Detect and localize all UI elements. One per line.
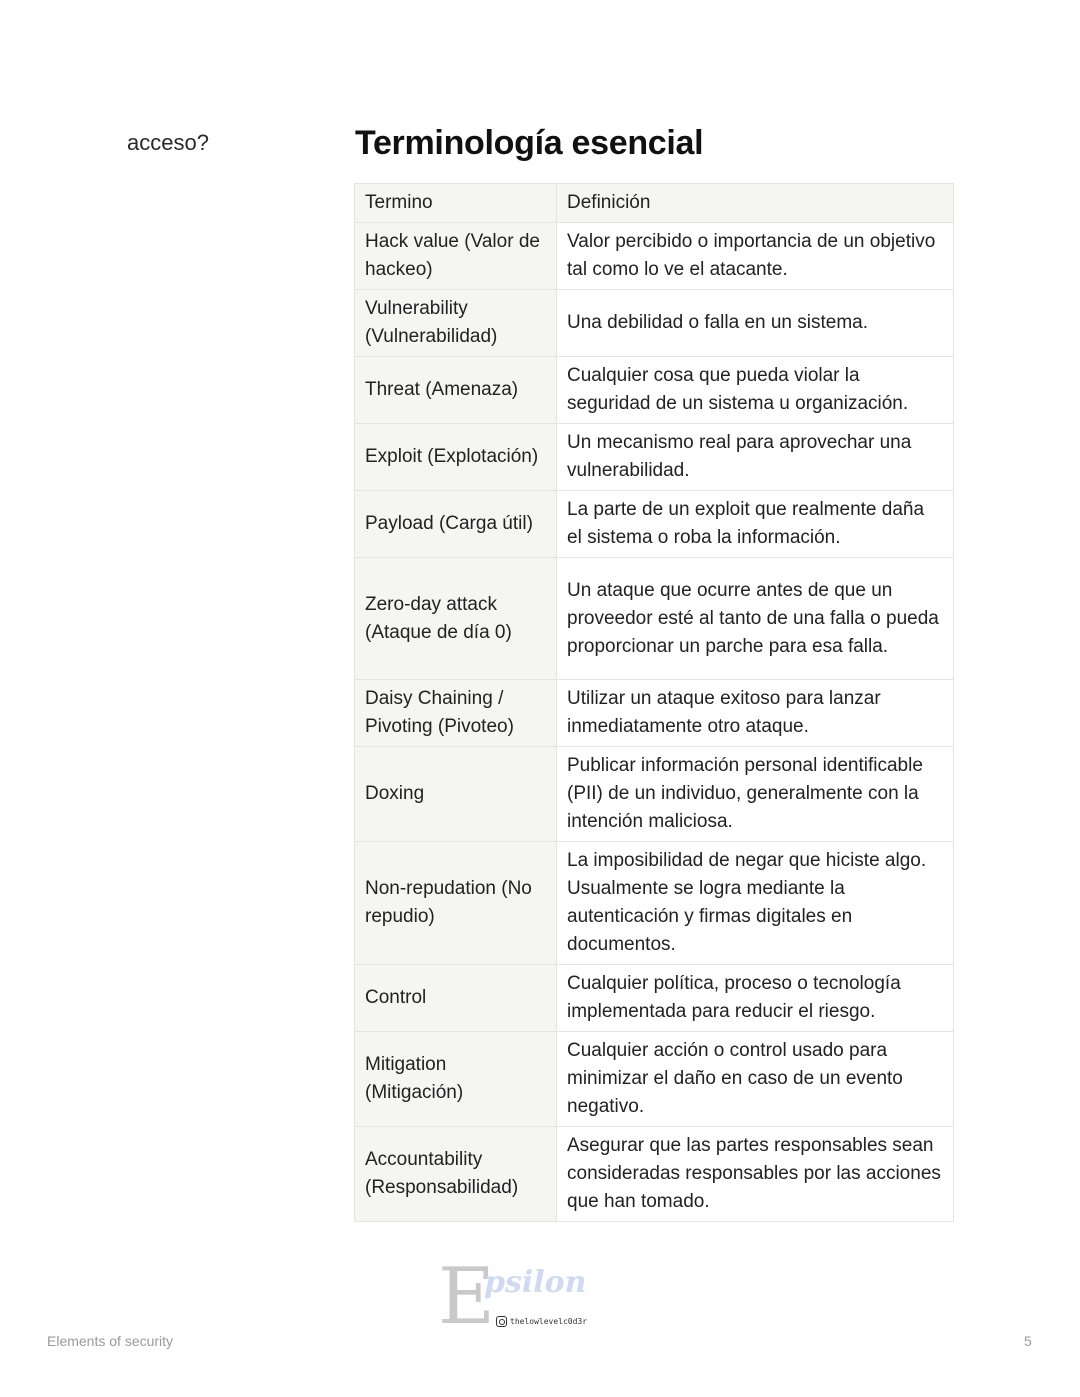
definition-cell: Cualquier cosa que pueda violar la seguridad de un sistema u organización.: [557, 357, 954, 424]
definition-cell: Un ataque que ocurre antes de que un proveedor esté al tanto de una falla o pueda proporcionar un parche para esa falla.: [557, 558, 954, 680]
term-cell: Doxing: [355, 747, 557, 842]
footer-document-title: Elements of security: [47, 1333, 174, 1349]
term-cell: Payload (Carga útil): [355, 491, 557, 558]
table-row: [355, 842, 954, 965]
instagram-icon: [496, 1316, 507, 1327]
term-cell: Control: [355, 965, 557, 1032]
table-row: [355, 558, 954, 680]
table-row: [355, 965, 954, 1032]
table-row: [355, 357, 954, 424]
definition-cell: Utilizar un ataque exitoso para lanzar inmediatamente otro ataque.: [557, 680, 954, 747]
logo-handle: thelowlevelc0d3r: [510, 1317, 588, 1326]
term-cell: Exploit (Explotación): [355, 424, 557, 491]
table-row: [355, 1127, 954, 1222]
definition-cell: Un mecanismo real para aprovechar una vulnerabilidad.: [557, 424, 954, 491]
definition-cell: La imposibilidad de negar que hiciste algo. Usualmente se logra mediante la autenticación y firmas digitales en documentos.: [557, 842, 954, 965]
definition-cell: Una debilidad o falla en un sistema.: [557, 290, 954, 357]
term-cell: Vulnerability (Vulnerabilidad): [355, 290, 557, 357]
definition-cell: Cualquier acción o control usado para minimizar el daño en caso de un evento negativo.: [557, 1032, 954, 1127]
table-header-row: [355, 184, 954, 223]
table-row: [355, 290, 954, 357]
term-cell: Mitigation (Mitigación): [355, 1032, 557, 1127]
definition-cell: Asegurar que las partes responsables sean consideradas responsables por las acciones que han tomado.: [557, 1127, 954, 1222]
definition-cell: Valor percibido o importancia de un objetivo tal como lo ve el atacante.: [557, 223, 954, 290]
table-row: [355, 747, 954, 842]
definition-cell: La parte de un exploit que realmente daña el sistema o roba la información.: [557, 491, 954, 558]
term-cell: Accountability (Responsabilidad): [355, 1127, 557, 1222]
definition-cell: Cualquier política, proceso o tecnología implementada para reducir el riesgo.: [557, 965, 954, 1032]
term-cell: Zero-day attack (Ataque de día 0): [355, 558, 557, 680]
table-row: [355, 491, 954, 558]
definition-cell: Publicar información personal identificable (PII) de un individuo, generalmente con la intención maliciosa.: [557, 747, 954, 842]
term-cell: Threat (Amenaza): [355, 357, 557, 424]
logo-letter: E: [438, 1252, 495, 1342]
table-row: [355, 223, 954, 290]
logo-handle-row: [496, 1316, 587, 1327]
column-header-definition: Definición: [557, 184, 954, 223]
table-row: [355, 1032, 954, 1127]
epsilon-logo: [438, 1252, 598, 1346]
side-note: acceso?: [127, 130, 209, 155]
footer-page-number: 5: [1024, 1333, 1032, 1349]
logo-wordmark: psilon: [484, 1265, 587, 1300]
terminology-table: [354, 183, 954, 1222]
column-header-term: Termino: [355, 184, 557, 223]
term-cell: Daisy Chaining / Pivoting (Pivoteo): [355, 680, 557, 747]
term-cell: Hack value (Valor de hackeo): [355, 223, 557, 290]
page-title: Terminología esencial: [355, 124, 704, 162]
table-row: [355, 680, 954, 747]
term-cell: Non-repudation (No repudio): [355, 842, 557, 965]
table-row: [355, 424, 954, 491]
